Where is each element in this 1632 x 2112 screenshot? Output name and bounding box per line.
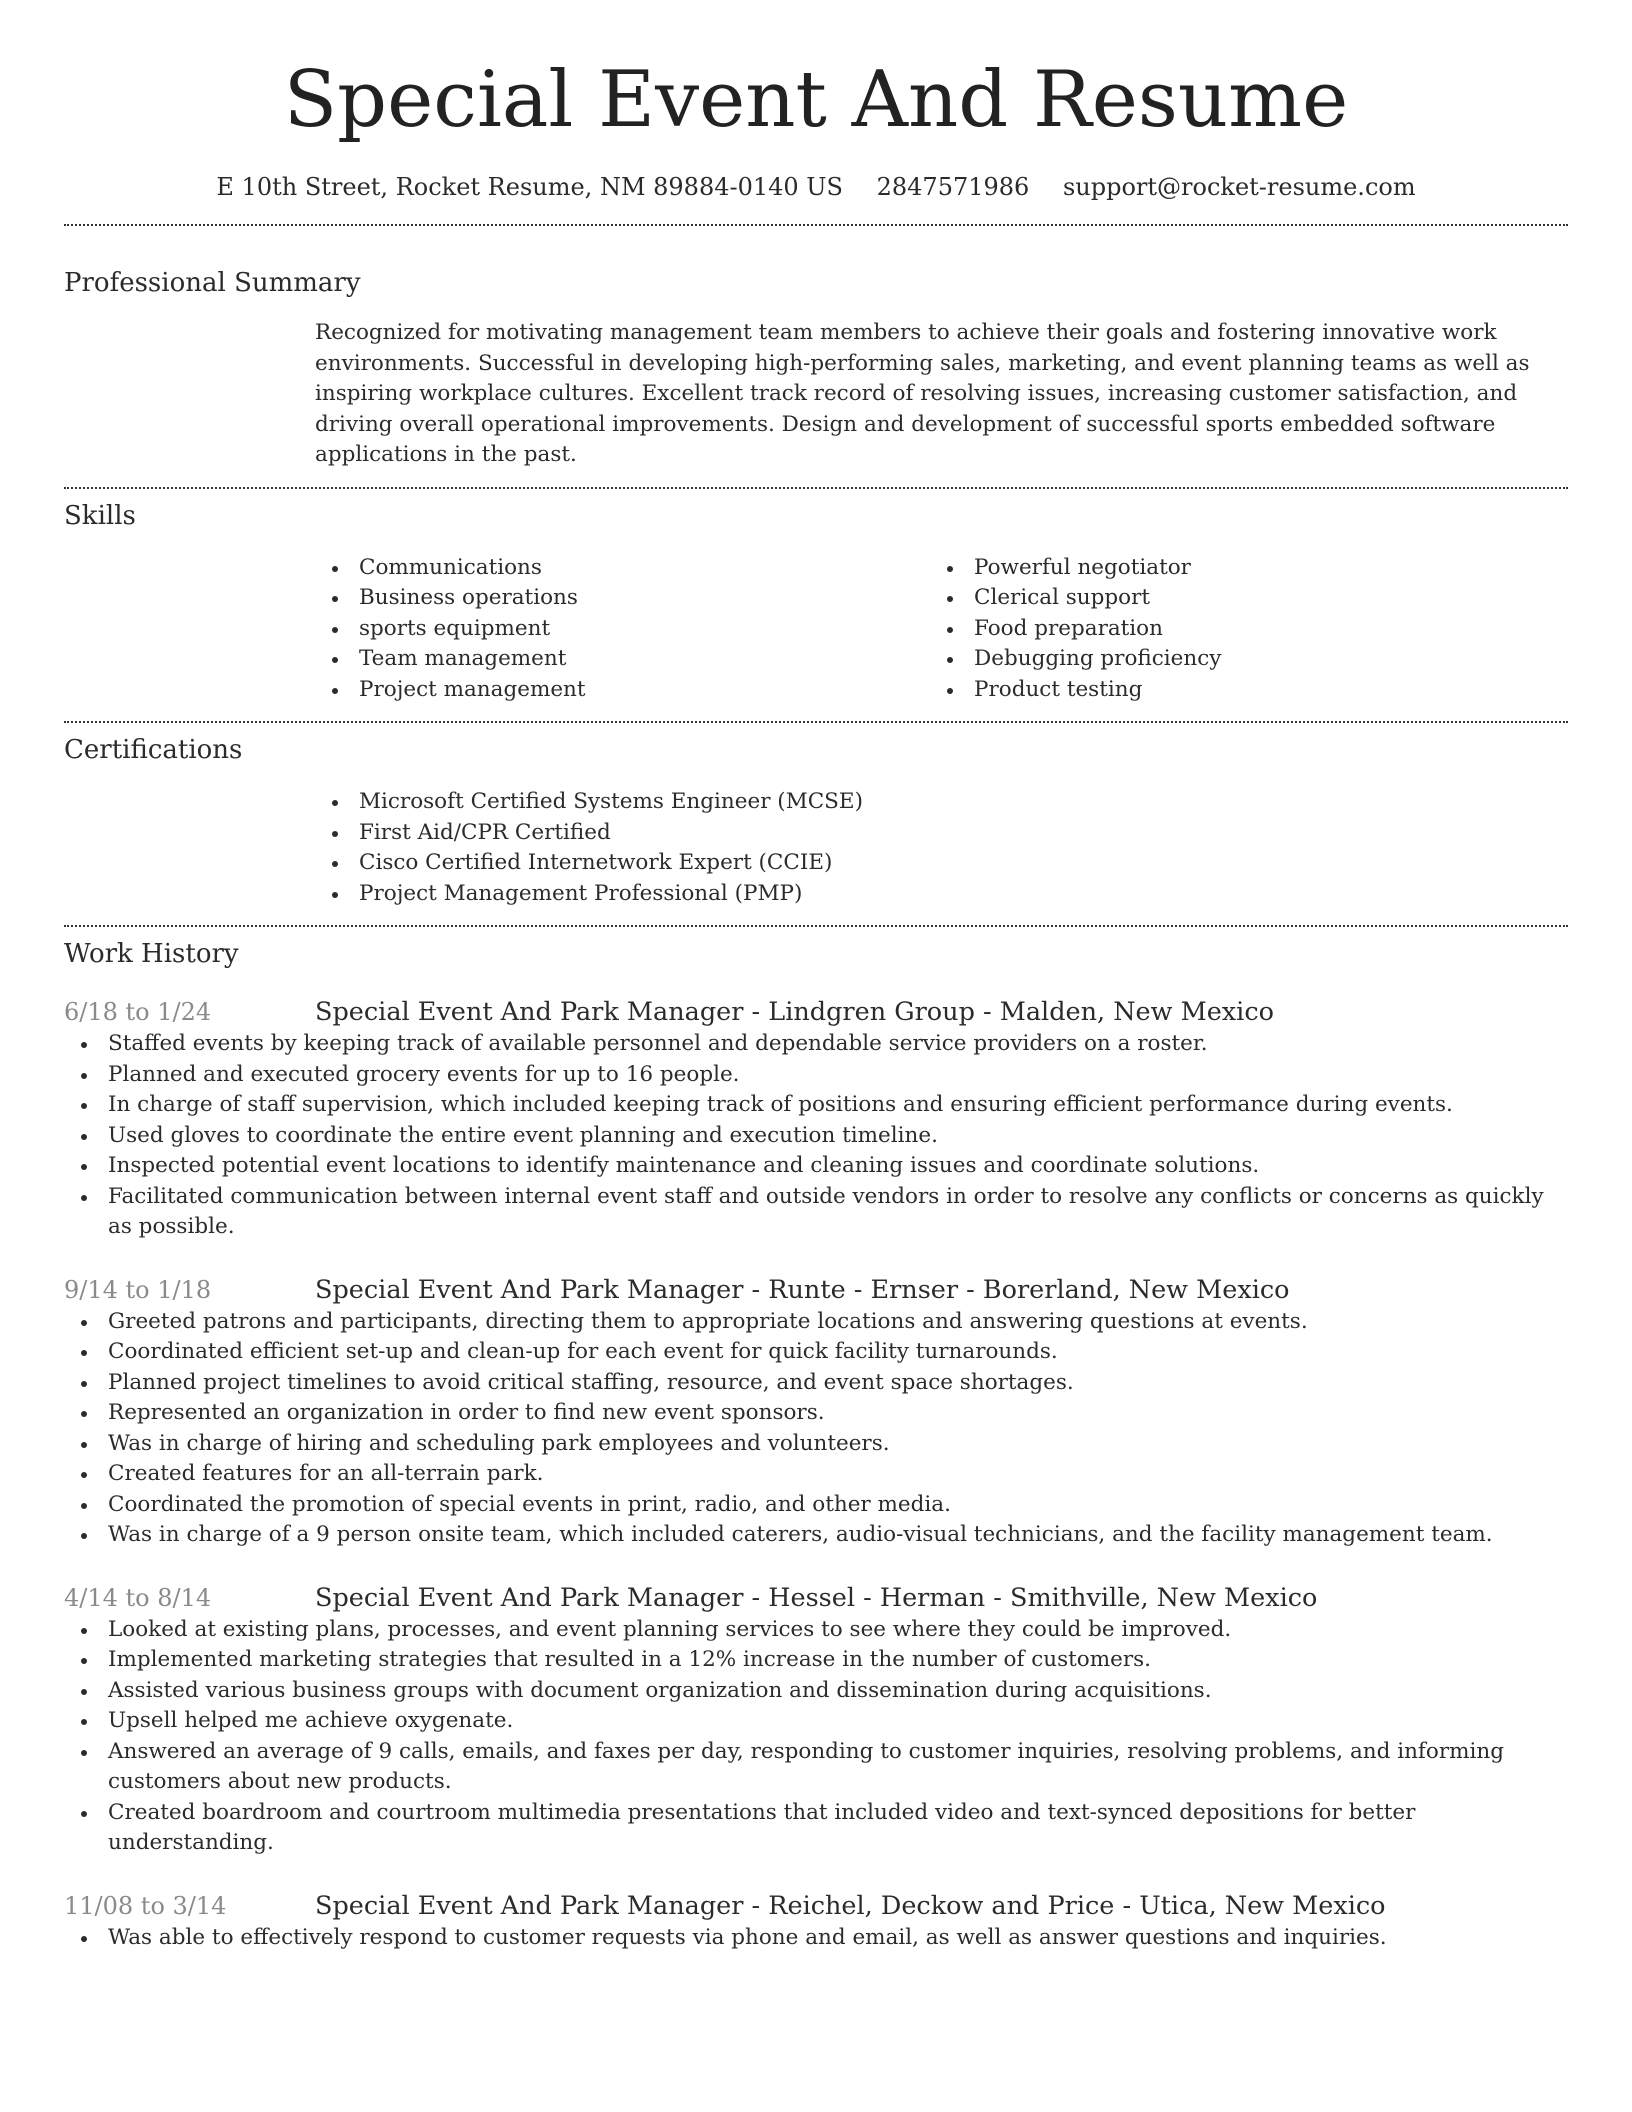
job-bullet: Facilitated communication between internal event staff and outside vendors in order to resolve any conflicts or concerns as quickly as possible. [64, 1182, 1568, 1243]
job-title: Special Event And Park Manager - Reichel, Deckow and Price - Utica, New Mexico [315, 1890, 1386, 1921]
job-bullet: Coordinated the promotion of special events in print, radio, and other media. [64, 1490, 1568, 1521]
skill-item: Debugging proficiency [930, 644, 1545, 675]
contact-line [64, 170, 1568, 204]
skill-item: Business operations [315, 583, 930, 614]
job-entry [64, 995, 1568, 1243]
resume-name: Special Event And Resume [283, 55, 1349, 145]
skill-item: Powerful negotiator [930, 553, 1545, 584]
job-dates: 6/18 to 1/24 [64, 998, 212, 1026]
job-bullet: In charge of staff supervision, which included keeping track of positions and ensuring efficient performance during events. [64, 1090, 1568, 1121]
job-bullet: Planned project timelines to avoid critical staffing, resource, and event space shortages. [64, 1368, 1568, 1399]
certification-item: Project Management Professional (PMP) [315, 879, 1568, 910]
summary-section [64, 226, 1568, 487]
job-entry [64, 1889, 1568, 1954]
job-bullet: Inspected potential event locations to identify maintenance and cleaning issues and coordinate solutions. [64, 1151, 1568, 1182]
job-title: Special Event And Park Manager - Lindgren Group - Malden, New Mexico [315, 997, 1274, 1027]
skill-item: Clerical support [930, 583, 1545, 614]
contact-phone: 2847571986 [876, 173, 1030, 201]
job-title: Special Event And Park Manager - Hessel - Herman - Smithville, New Mexico [315, 1582, 1318, 1613]
job-bullet: Implemented marketing strategies that resulted in a 12% increase in the number of customers. [64, 1645, 1568, 1676]
certifications-section [64, 723, 1568, 925]
summary-text: Recognized for motivating management team members to achieve their goals and fostering innovative work environments. Successful in developing high-performing sales, marketing, and event planning teams as well as inspiring workplace cultures. Excellent track record of resolving issues, increasing customer satisfaction, and driving overall operational improvements. Design and development of successful sports embedded software applications in the past. [315, 320, 1530, 467]
certification-item: Cisco Certified Internetwork Expert (CCIE) [315, 848, 1568, 879]
work-history-heading: Work History [64, 939, 239, 969]
summary-heading: Professional Summary [64, 268, 361, 298]
contact-email: support@rocket-resume.com [1062, 173, 1416, 201]
skills-section [64, 489, 1568, 722]
job-bullet: Was in charge of a 9 person onsite team, which included caterers, audio-visual technicians, and the facility management team. [64, 1520, 1568, 1551]
job-bullet: Upsell helped me achieve oxygenate. [64, 1706, 1568, 1737]
skill-item: Communications [315, 553, 930, 584]
contact-address: E 10th Street, Rocket Resume, NM 89884-0140 US [216, 173, 843, 201]
skill-item: sports equipment [315, 614, 930, 645]
job-bullet: Greeted patrons and participants, directing them to appropriate locations and answering questions at events. [64, 1307, 1568, 1338]
skills-heading: Skills [64, 500, 136, 531]
certifications-heading: Certifications [64, 735, 243, 765]
job-bullet: Assisted various business groups with document organization and dissemination during acquisitions. [64, 1676, 1568, 1707]
job-entry [64, 1581, 1568, 1859]
job-bullet: Answered an average of 9 calls, emails, and faxes per day, responding to customer inquiries, resolving problems, and informing customers about new products. [64, 1737, 1568, 1798]
job-bullets [64, 1923, 1568, 1954]
job-bullet: Staffed events by keeping track of available personnel and dependable service providers on a roster. [64, 1029, 1568, 1060]
job-bullet: Created features for an all-terrain park. [64, 1459, 1568, 1490]
certification-item: Microsoft Certified Systems Engineer (MCSE) [315, 787, 1568, 818]
job-bullet: Was in charge of hiring and scheduling park employees and volunteers. [64, 1429, 1568, 1460]
job-bullet: Coordinated efficient set-up and clean-up for each event for quick facility turnarounds. [64, 1337, 1568, 1368]
skill-item: Food preparation [930, 614, 1545, 645]
certification-item: First Aid/CPR Certified [315, 818, 1568, 849]
job-dates: 9/14 to 1/18 [64, 1275, 212, 1304]
job-dates: 11/08 to 3/14 [64, 1891, 227, 1920]
skill-item: Product testing [930, 675, 1545, 706]
work-history-section [64, 927, 1568, 1953]
resume-page [64, 0, 1568, 1953]
job-entry [64, 1273, 1568, 1551]
skills-right-column [930, 553, 1545, 706]
job-dates: 4/14 to 8/14 [64, 1583, 212, 1612]
job-bullet: Created boardroom and courtroom multimedia presentations that included video and text-synced depositions for better understanding. [64, 1798, 1568, 1859]
job-bullets [64, 1307, 1568, 1551]
skill-item: Project management [315, 675, 930, 706]
job-title: Special Event And Park Manager - Runte - Ernser - Borerland, New Mexico [315, 1274, 1290, 1305]
skill-item: Team management [315, 644, 930, 675]
job-bullets [64, 1615, 1568, 1859]
job-bullet: Was able to effectively respond to customer requests via phone and email, as well as answer questions and inquiries. [64, 1923, 1568, 1954]
job-bullet: Looked at existing plans, processes, and event planning services to see where they could be improved. [64, 1615, 1568, 1646]
job-bullet: Used gloves to coordinate the entire event planning and execution timeline. [64, 1121, 1568, 1152]
job-bullet: Represented an organization in order to find new event sponsors. [64, 1398, 1568, 1429]
skills-left-column [315, 553, 930, 706]
job-bullet: Planned and executed grocery events for up to 16 people. [64, 1060, 1568, 1091]
job-bullets [64, 1029, 1568, 1243]
